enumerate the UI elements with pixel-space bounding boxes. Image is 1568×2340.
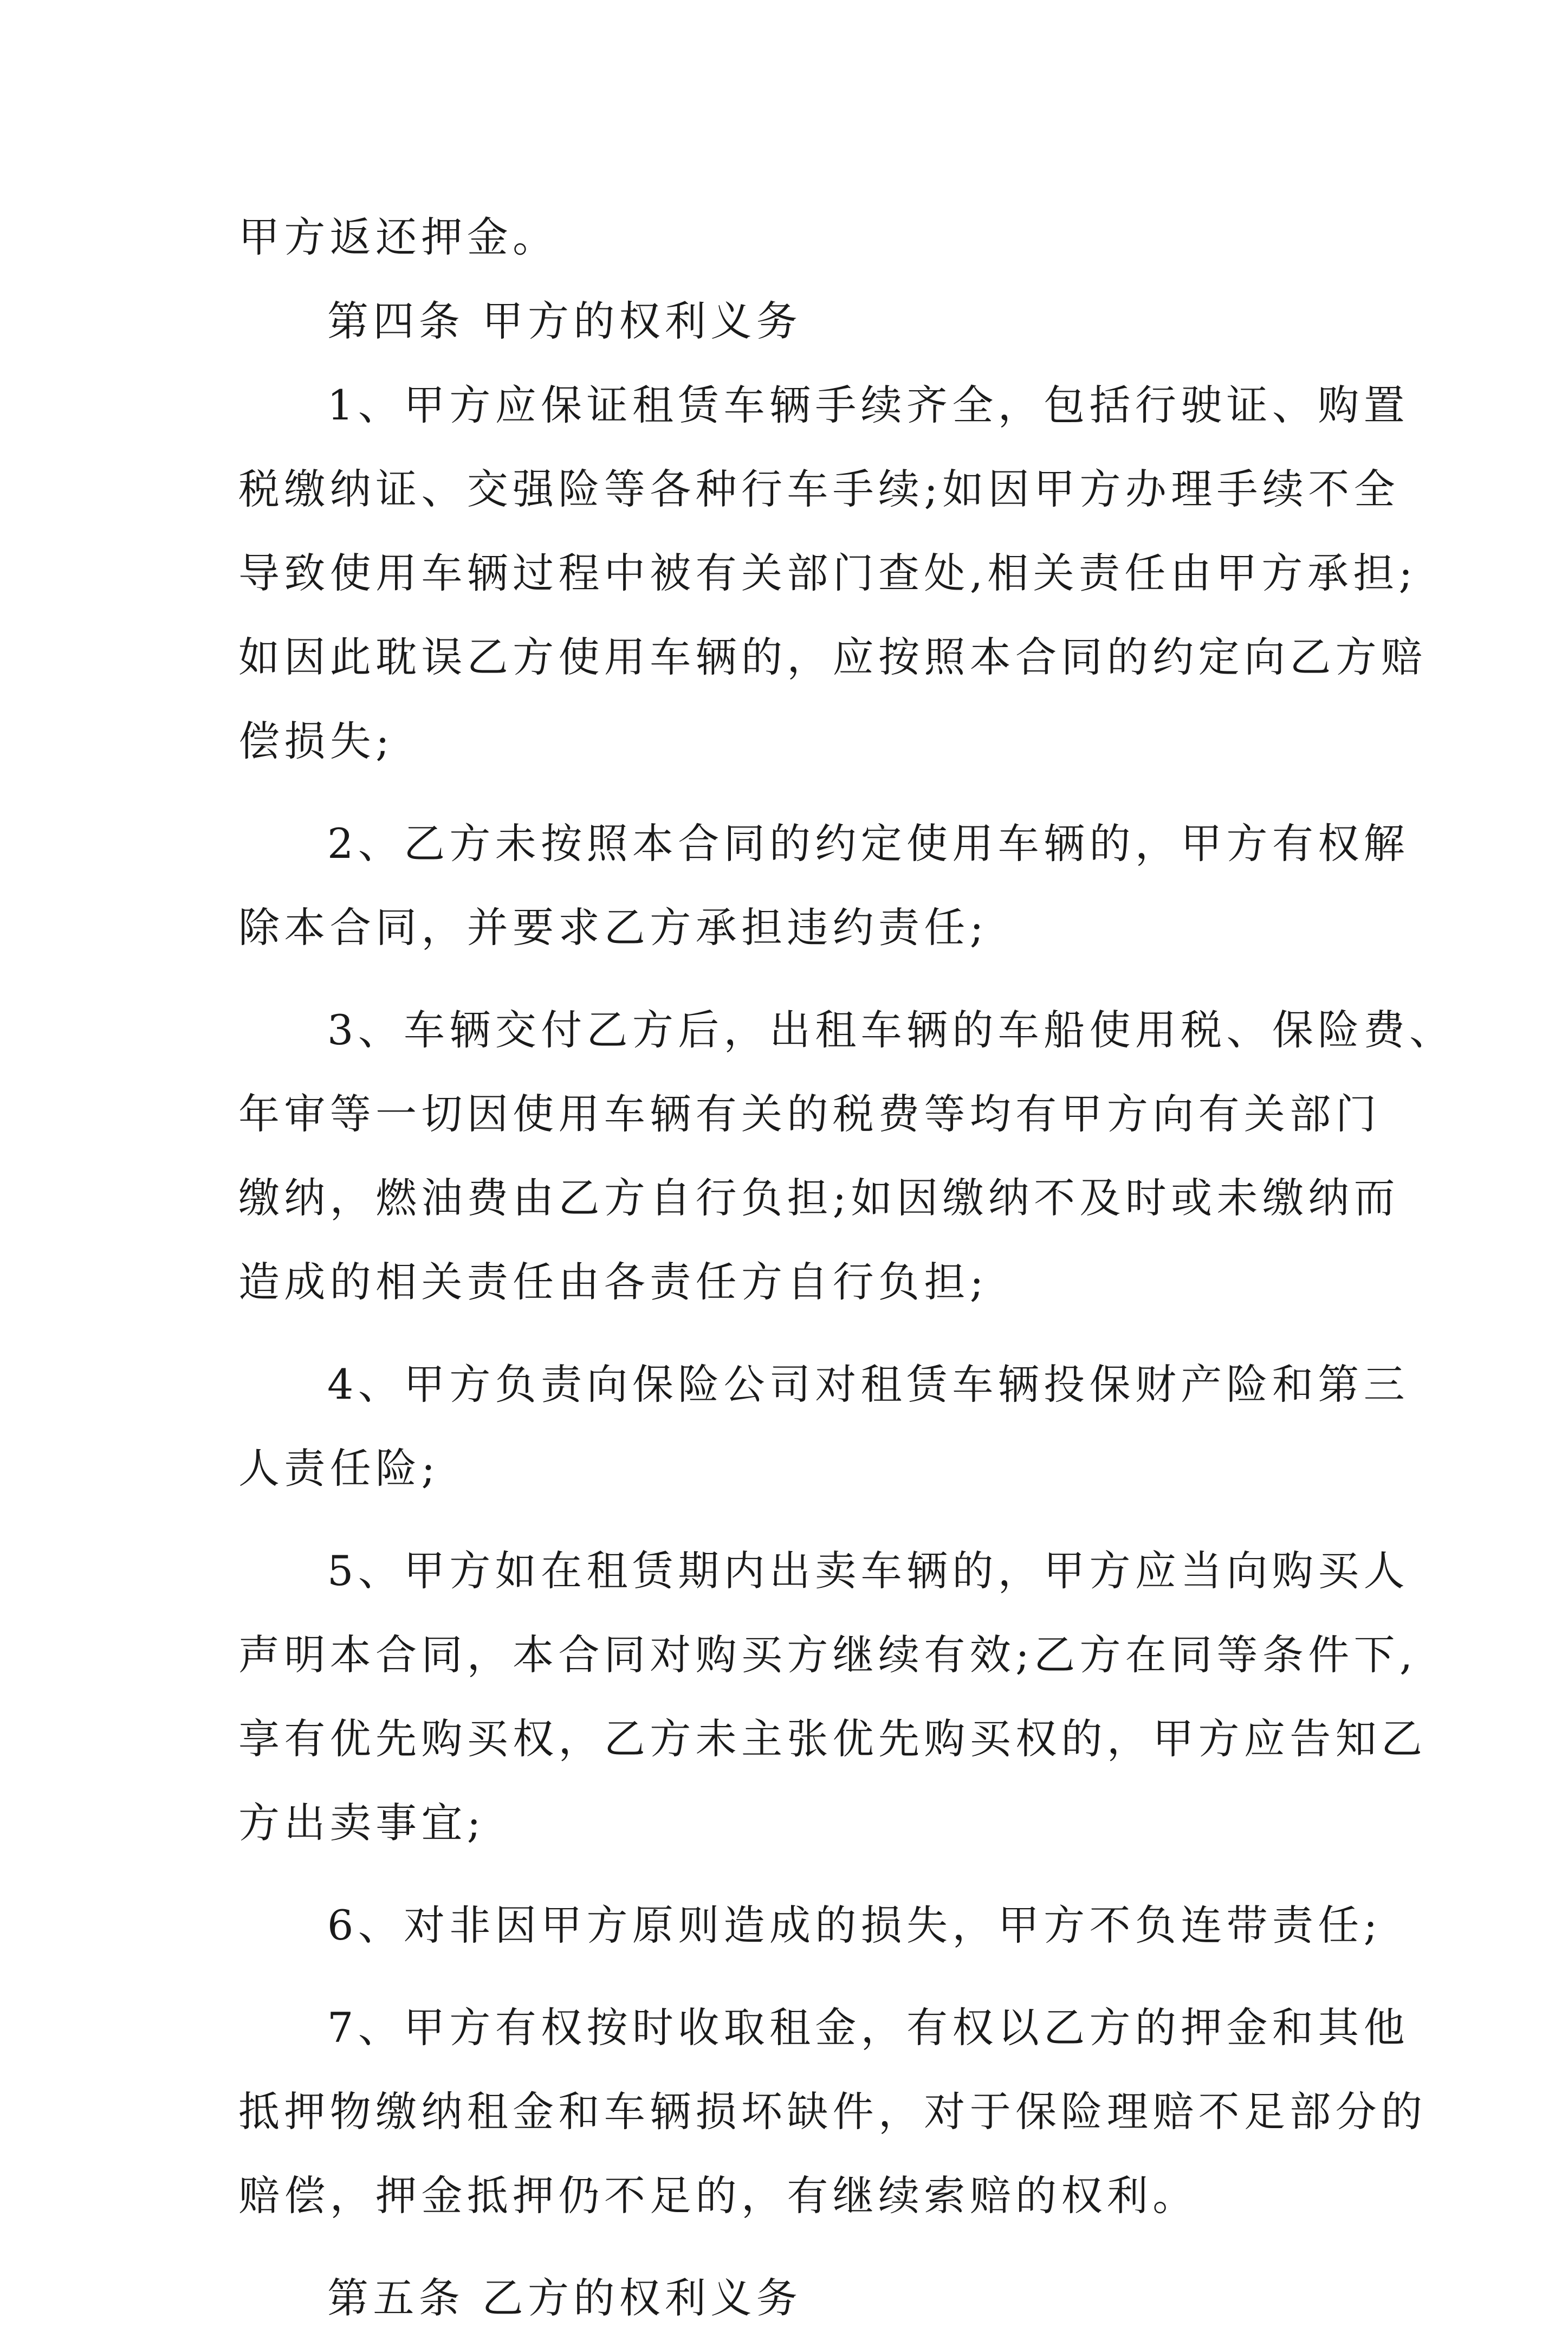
text-line: 造成的相关责任由各责任方自行负担;	[238, 1258, 988, 1306]
clause-line: 7、甲方有权按时收取租金，有权以乙方的押金和其他	[327, 2003, 1409, 2052]
clause-line: 4、甲方负责向保险公司对租赁车辆投保财产险和第三	[327, 1360, 1409, 1408]
text-line: 方出卖事宜;	[238, 1799, 485, 1847]
text-line: 偿损失;	[238, 717, 394, 765]
text-line: 如因此耽误乙方使用车辆的，应按照本合同的约定向乙方赔	[238, 633, 1427, 681]
clause-line: 3、车辆交付乙方后，出租车辆的车船使用税、保险费、	[327, 1006, 1455, 1054]
text-line: 缴纳，燃油费由乙方自行负担;如因缴纳不及时或未缴纳而	[238, 1174, 1399, 1222]
contract-text	[238, 195, 1455, 2340]
text-line: 导致使用车辆过程中被有关部门查处,相关责任由甲方承担;	[238, 549, 1417, 597]
text-line: 抵押物缴纳租金和车辆损坏缺件，对于保险理赔不足部分的	[238, 2087, 1427, 2136]
clause-line: 5、甲方如在租赁期内出卖车辆的，甲方应当向购买人	[327, 1547, 1409, 1595]
text-line: 甲方返还押金。	[238, 213, 559, 261]
text-line: 赔偿，押金抵押仍不足的，有继续索赔的权利。	[238, 2171, 1198, 2220]
text-line: 税缴纳证、交强险等各种行车手续;如因甲方办理手续不全	[238, 465, 1399, 513]
article-heading: 第四条 甲方的权利义务	[327, 297, 802, 345]
clause-line: 2、乙方未按照本合同的约定使用车辆的，甲方有权解	[327, 819, 1409, 868]
text-line: 年审等一切因使用车辆有关的税费等均有甲方向有关部门	[238, 1090, 1381, 1138]
clause-line: 6、对非因甲方原则造成的损失，甲方不负连带责任;	[327, 1901, 1382, 1949]
text-line: 除本合同，并要求乙方承担违约责任;	[238, 903, 988, 952]
text-line: 人责任险;	[238, 1444, 440, 1492]
text-line: 声明本合同，本合同对购买方继续有效;乙方在同等条件下,	[238, 1631, 1417, 1679]
clause-line: 1、甲方应保证租赁车辆手续齐全，包括行驶证、购置	[327, 381, 1409, 429]
article-heading: 第五条 乙方的权利义务	[327, 2274, 802, 2322]
text-line: 享有优先购买权，乙方未主张优先购买权的，甲方应告知乙	[238, 1715, 1427, 1763]
